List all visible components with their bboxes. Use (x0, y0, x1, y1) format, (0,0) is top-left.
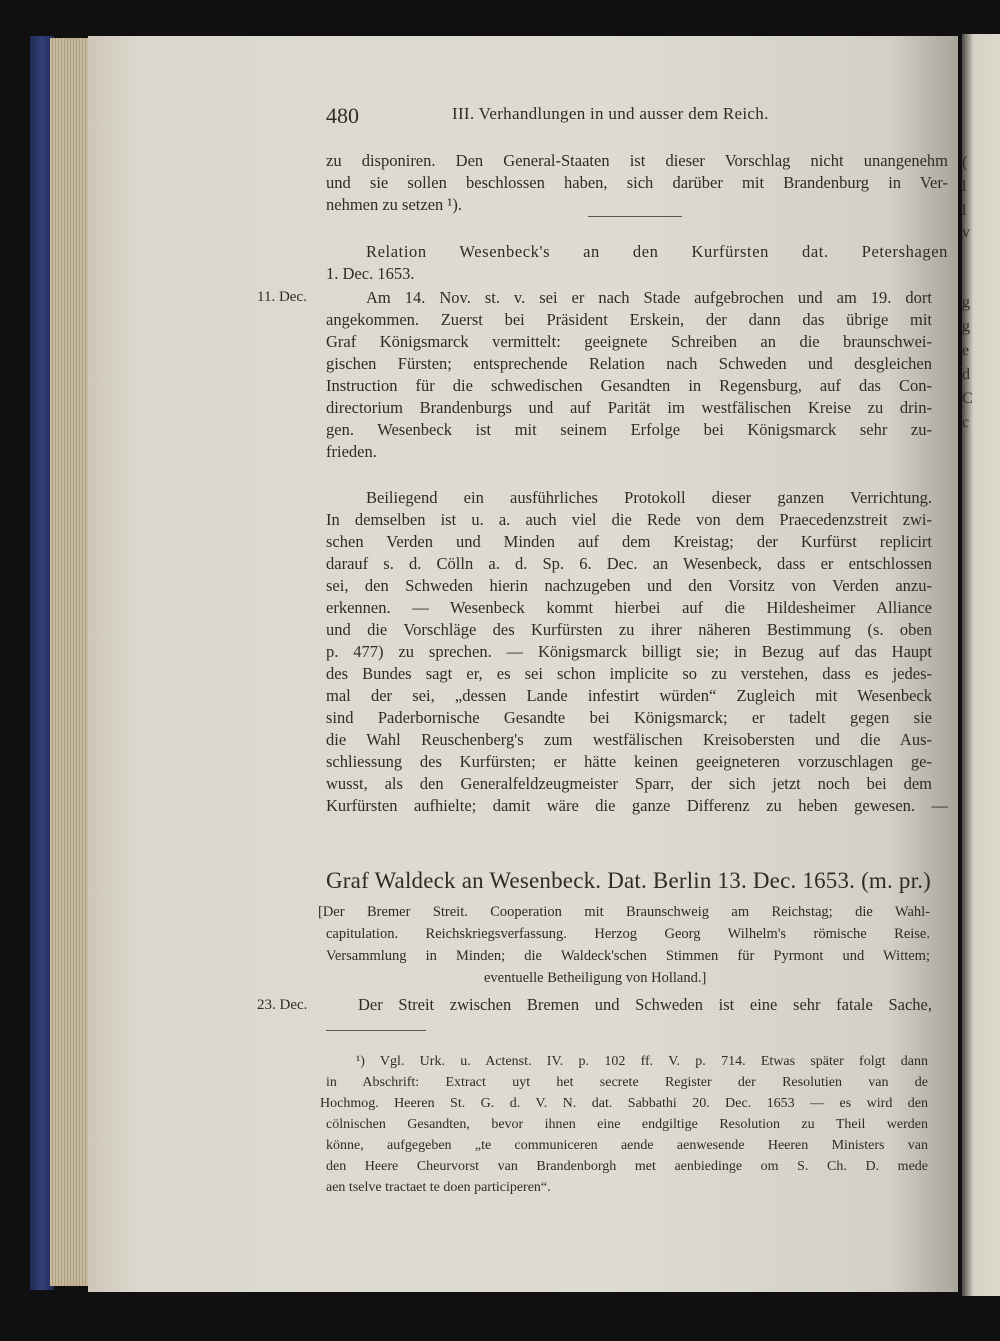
text-line: Graf Königsmarck vermittelt: geeignete Schreiben an die braunschwei- (326, 332, 932, 351)
facing-page-fragment: g (962, 318, 970, 335)
margin-date: 11. Dec. (257, 289, 307, 305)
summary-line: capitulation. Reichskriegsverfassung. Herzog Georg Wilhelm's römische Reise. (326, 926, 930, 942)
footnote-divider (326, 1030, 426, 1031)
footnote-line: Hochmog. Heeren St. G. d. V. N. dat. Sabbathi 20. Dec. 1653 — es wird den (320, 1096, 928, 1111)
text-line: p. 477) zu sprechen. — Königsmarck billigt sie; in Bezug auf das Haupt (326, 642, 932, 661)
text-line: die Wahl Reuschenberg's zum westfälischen Kreisobersten und die Aus- (326, 730, 932, 749)
text-line: gen. Wesenbeck ist mit seinem Erfolge bei Königsmarck sehr zu- (326, 420, 932, 439)
text-line: sei, den Schweden hierin nachzugeben und den Vorsitz von Verden anzu- (326, 576, 932, 595)
facing-page-fragment: l (962, 202, 967, 219)
page-stack-edges (50, 38, 90, 1286)
text-line: nehmen zu setzen ¹). (326, 195, 462, 214)
text-line: und die Vorschläge des Kurfürsten zu ihrer näheren Bestimmung (s. oben (326, 620, 932, 639)
facing-page-fragment: v (962, 224, 970, 241)
text-line: Der Streit zwischen Bremen und Schweden ist eine sehr fatale Sache, (358, 995, 932, 1014)
page-number: 480 (326, 103, 359, 128)
footnote-line: ¹) Vgl. Urk. u. Actenst. IV. p. 102 ff. V. p. 714. Etwas später folgt dann (356, 1054, 928, 1069)
letter-heading: Graf Waldeck an Wesenbeck. Dat. Berlin 13. Dec. 1653. (m. pr.) (326, 868, 932, 893)
facing-page-edge (962, 34, 1000, 1296)
summary-line: [Der Bremer Streit. Cooperation mit Braunschweig am Reichstag; die Wahl- (318, 904, 930, 920)
text-line: Beiliegend ein ausführliches Protokoll dieser ganzen Verrichtung. (366, 488, 932, 507)
text-line: In demselben ist u. a. auch viel die Rede von dem Praecedenzstreit zwi- (326, 510, 932, 529)
text-line: zu disponiren. Den General-Staaten ist dieser Vorschlag nicht unangenehm (326, 151, 948, 170)
text-line: frieden. (326, 442, 377, 461)
facing-page-fragment: d (962, 366, 970, 383)
text-line: darauf s. d. Cölln a. d. Sp. 6. Dec. an Wesenbeck, dass er entschlossen (326, 554, 932, 573)
text-line: erkennen. — Wesenbeck kommt hierbei auf die Hildesheimer Alliance (326, 598, 932, 617)
margin-date: 23. Dec. (257, 997, 308, 1013)
relation-title-date: 1. Dec. 1653. (326, 264, 415, 283)
facing-page-fragment: e (962, 342, 970, 359)
text-line: des Bundes sagt er, es sei schon implicite so zu verstehen, dass es jedes- (326, 664, 932, 683)
footnote-line: cölnischen Gesandten, bevor ihnen eine endgiltige Resolution zu Theil werden (326, 1117, 928, 1132)
text-line: Instruction für die schwedischen Gesandten in Regensburg, auf das Con- (326, 376, 932, 395)
text-line: schen Verden und Minden auf dem Kreistag; der Kurfürst replicirt (326, 532, 932, 551)
relation-title: Relation Wesenbeck's an den Kurfürsten dat. Petershagen (366, 242, 948, 261)
facing-page-fragment: l (962, 178, 967, 195)
summary-line: Versammlung in Minden; die Waldeck'schen Stimmen für Pyrmont und Wittem; (326, 948, 930, 964)
facing-page-fragment: c (962, 414, 970, 431)
facing-page-fragment: g (962, 294, 970, 311)
running-title: III. Verhandlungen in und ausser dem Reich. (452, 104, 769, 123)
footnote-line: aen tselve tractaet te doen participeren“. (326, 1180, 551, 1195)
text-line: gischen Fürsten; entsprechende Relation nach Schweden und desgleichen (326, 354, 932, 373)
text-line: und sie sollen beschlossen haben, sich darüber mit Brandenburg in Ver- (326, 173, 948, 192)
text-line: sind Paderbornische Gesandte bei Königsmarck; er tadelt gegen sie (326, 708, 932, 727)
text-line: Am 14. Nov. st. v. sei er nach Stade aufgebrochen und am 19. dort (366, 288, 932, 307)
text-line: mal der sei, „dessen Lande infestirt würden“ Zugleich mit Wesenbeck (326, 686, 932, 705)
facing-page-fragment: C (962, 390, 973, 407)
text-line: angekommen. Zuerst bei Präsident Erskein, der dann das übrige mit (326, 310, 932, 329)
summary-line: eventuelle Betheiligung von Holland.] (484, 970, 707, 986)
footnote-line: den Heere Cheurvorst van Brandenborgh met aenbiedinge om S. Ch. D. mede (326, 1159, 928, 1174)
text-line: wusst, als den Generalfeldzeugmeister Sparr, der sich jetzt noch bei dem (326, 774, 932, 793)
section-divider (588, 216, 682, 217)
footnote-line: in Abschrift: Extract uyt het secrete Register der Resolutien van de (326, 1075, 928, 1090)
text-line: directorium Brandenburgs und auf Parität im westfälischen Kreise zu drin- (326, 398, 932, 417)
footnote-line: könne, aufgegeben „te communiceren aende aenwesende Heeren Ministers van (326, 1138, 928, 1153)
facing-page-fragment: ( (962, 154, 968, 171)
text-line: Kurfürsten aufhielte; damit wäre die ganze Differenz zu heben gewesen. — (326, 796, 948, 815)
text-line: schliessung des Kurfürsten; er hätte keinen geeigneteren vorzuschlagen ge- (326, 752, 932, 771)
